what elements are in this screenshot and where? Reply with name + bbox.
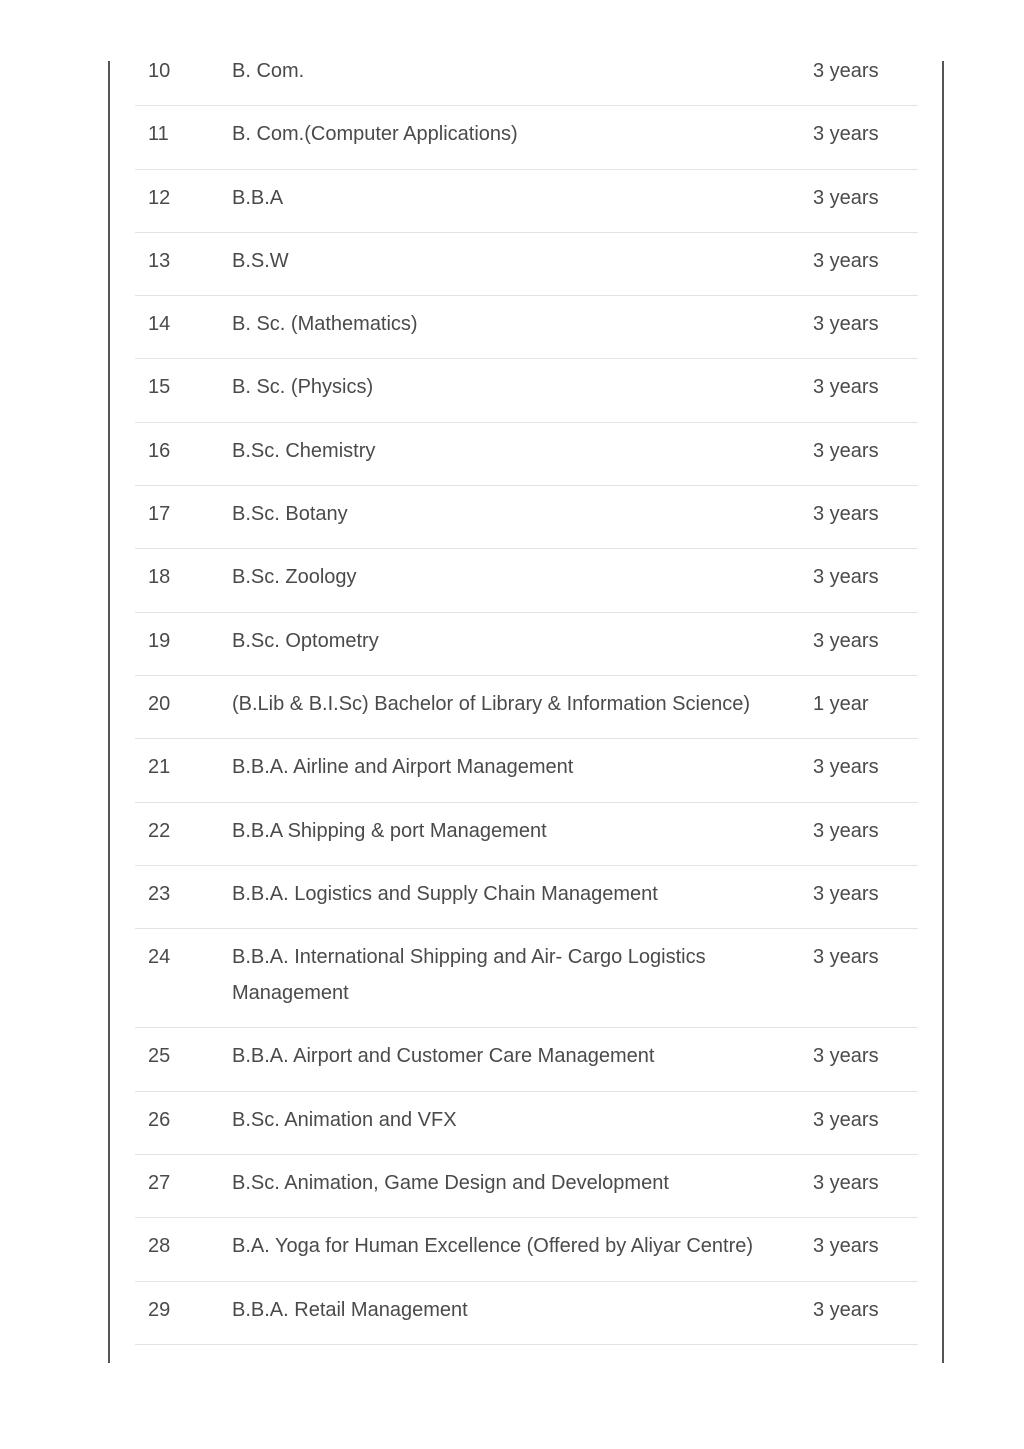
serial-number: 29	[148, 1298, 171, 1321]
table-row	[135, 1155, 918, 1218]
course-duration: 3 years	[813, 756, 879, 779]
course-name: B.Sc. Optometry	[232, 629, 379, 652]
course-name: B.Sc. Animation, Game Design and Development	[232, 1172, 669, 1195]
table-row	[135, 739, 918, 802]
course-duration: 3 years	[813, 629, 879, 652]
course-duration: 3 years	[813, 1108, 879, 1131]
table-row	[135, 1282, 918, 1345]
serial-number: 12	[148, 186, 171, 209]
course-duration: 3 years	[813, 439, 879, 462]
serial-number: 15	[148, 376, 171, 399]
course-duration: 3 years	[813, 819, 879, 842]
left-border-line	[108, 61, 110, 1363]
course-duration: 3 years	[813, 1172, 879, 1195]
serial-number: 22	[148, 819, 171, 842]
table-row	[135, 549, 918, 612]
serial-number: 27	[148, 1172, 171, 1195]
course-duration: 3 years	[813, 882, 879, 905]
course-name: B.S.W	[232, 249, 289, 272]
serial-number: 26	[148, 1108, 171, 1131]
course-name: B. Com.	[232, 60, 305, 82]
course-duration: 1 year	[813, 692, 869, 715]
course-duration: 3 years	[813, 376, 879, 399]
serial-number: 21	[148, 756, 171, 779]
course-duration: 3 years	[813, 313, 879, 336]
course-name: B.B.A. Retail Management	[232, 1298, 468, 1321]
serial-number: 25	[148, 1045, 171, 1068]
course-duration: 3 years	[813, 249, 879, 272]
serial-number: 17	[148, 503, 171, 526]
serial-number: 10	[148, 60, 171, 82]
serial-number: 24	[148, 946, 171, 969]
serial-number: 14	[148, 313, 171, 336]
course-name: B.B.A. Airline and Airport Management	[232, 756, 574, 779]
course-duration: 3 years	[813, 503, 879, 526]
table-row	[135, 676, 918, 739]
course-name: B.A. Yoga for Human Excellence (Offered by Aliyar Centre)	[232, 1235, 754, 1258]
course-name: (B.Lib & B.I.Sc) Bachelor of Library & Information Science)	[232, 692, 750, 715]
course-name: B.B.A. International Shipping and Air- Cargo Logistics Management	[232, 946, 706, 1005]
table-row	[135, 359, 918, 422]
course-name: B. Com.(Computer Applications)	[232, 123, 518, 146]
table-row	[135, 486, 918, 549]
table-row	[135, 233, 918, 296]
course-duration: 3 years	[813, 60, 879, 82]
course-name: B.B.A. Logistics and Supply Chain Management	[232, 882, 658, 905]
table-row	[135, 106, 918, 169]
table-row	[135, 170, 918, 233]
serial-number: 13	[148, 249, 171, 272]
course-name: B.Sc. Zoology	[232, 566, 357, 589]
course-name: B.Sc. Botany	[232, 503, 348, 526]
course-duration: 3 years	[813, 1298, 879, 1321]
right-border-line	[942, 61, 944, 1363]
serial-number: 11	[148, 123, 169, 146]
table-row	[135, 1218, 918, 1281]
course-duration: 3 years	[813, 566, 879, 589]
table-row	[135, 613, 918, 676]
serial-number: 18	[148, 566, 171, 589]
course-name: B. Sc. (Physics)	[232, 376, 374, 399]
courses-table	[135, 43, 918, 1345]
course-duration: 3 years	[813, 186, 879, 209]
course-duration: 3 years	[813, 946, 879, 969]
table-row	[135, 929, 918, 1028]
serial-number: 23	[148, 882, 171, 905]
table-row	[135, 296, 918, 359]
course-name: B.B.A. Airport and Customer Care Management	[232, 1045, 655, 1068]
table-row	[135, 803, 918, 866]
course-duration: 3 years	[813, 1235, 879, 1258]
course-name: B.Sc. Animation and VFX	[232, 1108, 457, 1131]
course-name: B. Sc. (Mathematics)	[232, 313, 418, 336]
table-row	[135, 1092, 918, 1155]
table-row	[135, 43, 918, 106]
course-name: B.B.A Shipping & port Management	[232, 819, 547, 842]
course-name: B.Sc. Chemistry	[232, 439, 376, 462]
course-duration: 3 years	[813, 1045, 879, 1068]
serial-number: 20	[148, 692, 171, 715]
serial-number: 19	[148, 629, 171, 652]
table-row	[135, 1028, 918, 1091]
table-row	[135, 866, 918, 929]
course-duration: 3 years	[813, 123, 879, 146]
course-name: B.B.A	[232, 186, 284, 209]
serial-number: 16	[148, 439, 171, 462]
table-row	[135, 423, 918, 486]
serial-number: 28	[148, 1235, 171, 1258]
